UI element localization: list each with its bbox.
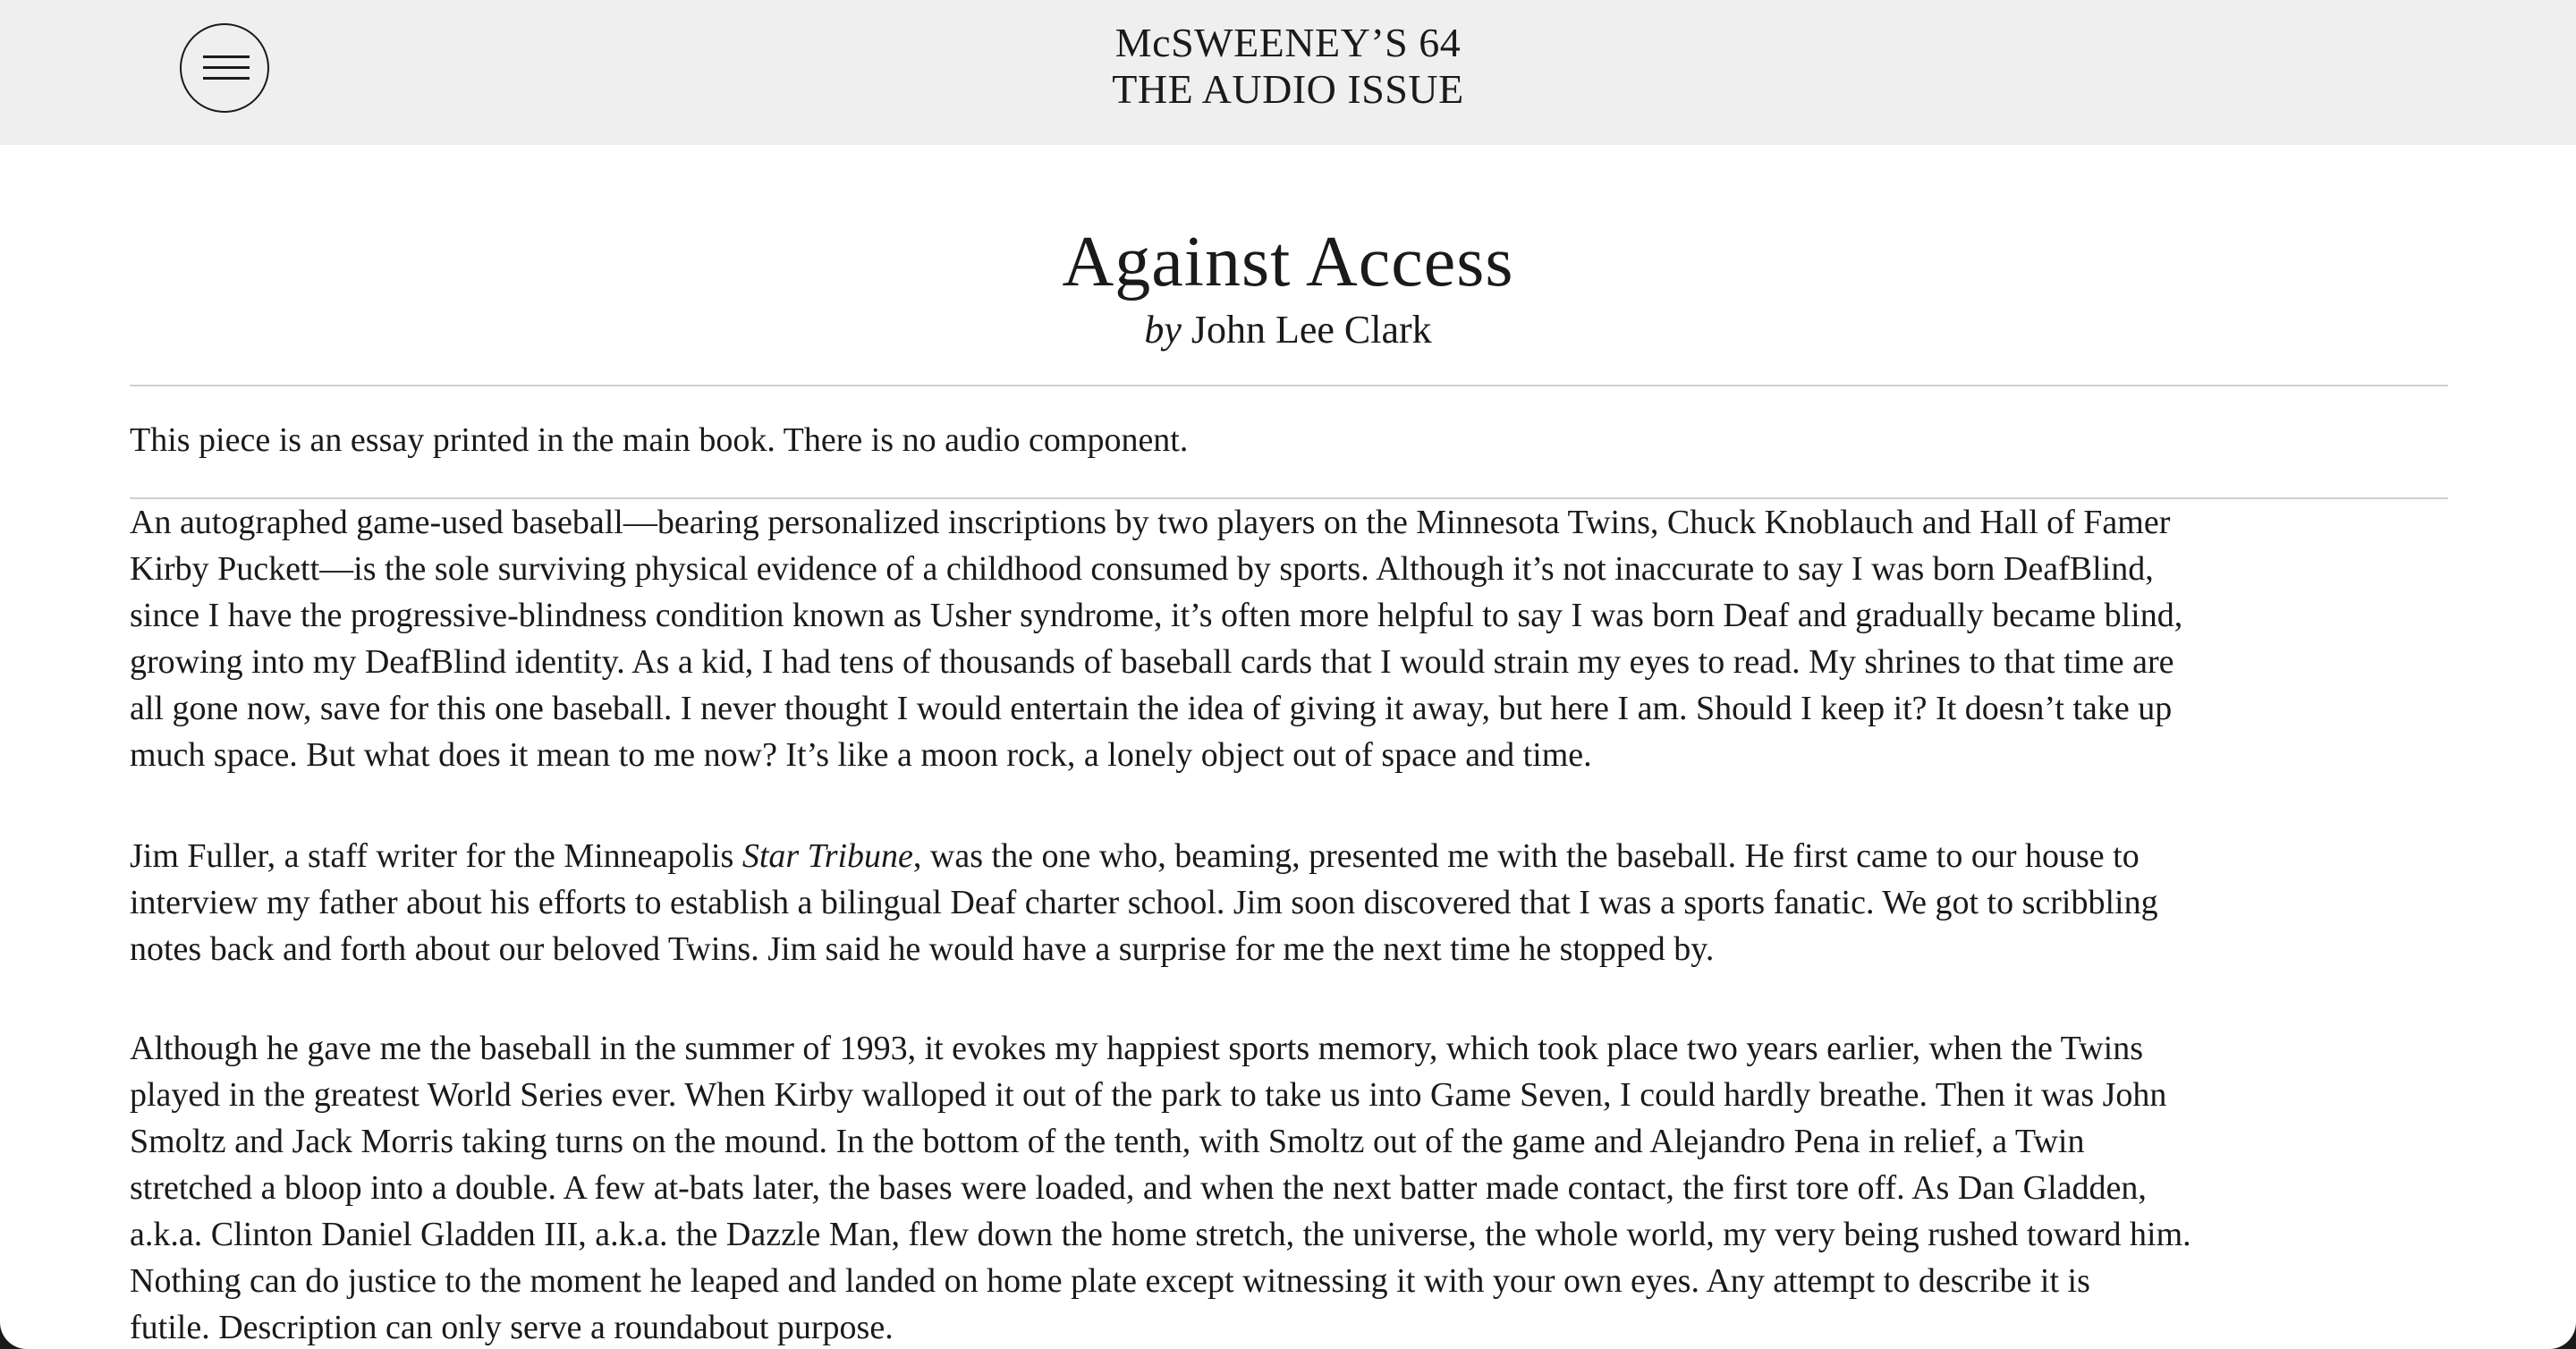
paragraph-line: a.k.a. Clinton Daniel Gladden III, a.k.a. the Dazzle Man, flew down the home stretch, the universe, the whole world, my very being rushed toward him. bbox=[130, 1216, 2191, 1253]
masthead[interactable] bbox=[0, 20, 2576, 113]
paragraph-line: since I have the progressive-blindness condition known as Usher syndrome, it’s often more helpful to say I was born Deaf and gradually became blind, bbox=[130, 597, 2183, 634]
paragraph-line: An autographed game-used baseball—bearing personalized inscriptions by two players on the Minnesota Twins, Chuck Knoblauch and Hall of Famer bbox=[130, 504, 2171, 541]
paragraph-line: Kirby Puckett—is the sole surviving physical evidence of a childhood consumed by sports. Although it’s not inaccurate to say I was born DeafBlind, bbox=[130, 550, 2154, 588]
paragraph-1 bbox=[130, 499, 2455, 778]
paragraph-line: all gone now, save for this one baseball. I never thought I would entertain the idea of giving it away, but here I am. Should I keep it? It doesn’t take up bbox=[130, 690, 2173, 727]
paragraph-line: futile. Description can only serve a roundabout purpose. bbox=[130, 1309, 894, 1346]
paragraph-line bbox=[130, 833, 2455, 879]
byline-prefix: by bbox=[1144, 308, 1182, 352]
paragraph-line: Nothing can do justice to the moment he leaped and landed on home plate except witnessing it with your own eyes. Any attempt to describe it is bbox=[130, 1262, 2090, 1300]
paragraph-line: interview my father about his efforts to establish a bilingual Deaf charter school. Jim soon discovered that I was a sports fanatic. We got to scribbling bbox=[130, 884, 2158, 921]
byline bbox=[0, 306, 2576, 354]
paragraph-line: much space. But what does it mean to me now? It’s like a moon rock, a lonely object out of space and time. bbox=[130, 736, 1592, 774]
audio-note: This piece is an essay printed in the main book. There is no audio component. bbox=[130, 421, 1189, 459]
author-name: John Lee Clark bbox=[1191, 308, 1432, 352]
magazine-title: McSWEENEY’S 64 bbox=[1114, 20, 1462, 65]
issue-title: THE AUDIO ISSUE bbox=[1112, 66, 1464, 112]
publication-name: Star Tribune bbox=[741, 837, 913, 875]
paragraph-line: Smoltz and Jack Morris taking turns on the mound. In the bottom of the tenth, with Smoltz out of the game and Alejandro Pena in relief, a Twin bbox=[130, 1123, 2085, 1160]
paragraph-line: notes back and forth about our beloved Twins. Jim said he would have a surprise for me the next time he stopped by. bbox=[130, 930, 1715, 968]
text-run: Jim Fuller, a staff writer for the Minneapolis bbox=[130, 837, 742, 875]
paragraph-line: played in the greatest World Series ever. When Kirby walloped it out of the park to take us into Game Seven, I could hardly breathe. Then it was John bbox=[130, 1076, 2167, 1114]
paragraph-line: stretched a bloop into a double. A few at-bats later, the bases were loaded, and when the next batter made contact, the first tore off. As Dan Gladden, bbox=[130, 1169, 2147, 1207]
paragraph-2 bbox=[130, 833, 2455, 972]
text-run: , was the one who, beaming, presented me with the baseball. He first came to our house to bbox=[912, 837, 2140, 875]
paragraph-line: Although he gave me the baseball in the summer of 1993, it evokes my happiest sports memory, which took place two years earlier, when the Twins bbox=[130, 1030, 2143, 1067]
article-title: Against Access bbox=[1062, 223, 1514, 301]
paragraph-line: growing into my DeafBlind identity. As a kid, I had tens of thousands of baseball cards that I would strain my eyes to read. My shrines to that time are bbox=[130, 643, 2174, 681]
top-bar bbox=[0, 0, 2576, 145]
divider bbox=[130, 385, 2448, 386]
paragraph-3 bbox=[130, 1025, 2455, 1349]
